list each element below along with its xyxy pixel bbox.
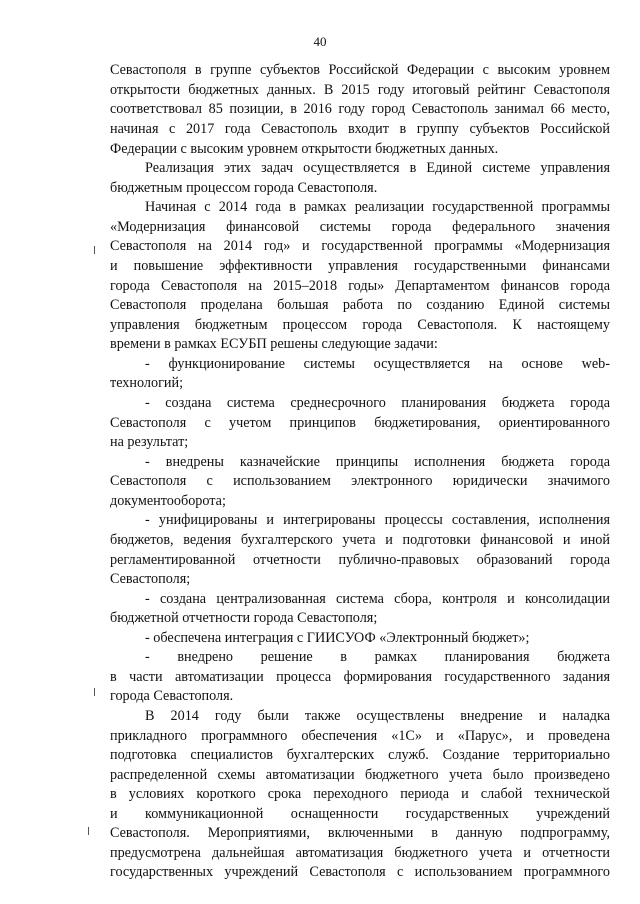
text-line: распределенной схемы автоматизации бюджетного учета было произведено [110,767,610,783]
text-line: управления бюджетным процессом города Севастополя. К настоящему [110,317,610,333]
text-line: технологий; [110,375,184,391]
scan-margin-mark [94,246,95,254]
page-number: 40 [313,34,327,49]
text-line: и повышение эффективности управления государственными финансами [110,258,610,274]
text-line: времени в рамках ЕСУБП решены следующие задачи: [110,336,438,352]
text-line: на результат; [110,434,189,450]
text-line: начиная с 2017 года Севастополь входит в группу субъектов Российской [110,121,610,137]
text-line: Севастополя проделана большая работа по созданию Единой системы [110,297,610,313]
text-line: «Модернизация финансовой системы города федерального значения [110,219,610,235]
text-line: - функционирование системы осуществляется на основе web- [145,356,610,372]
text-line: прикладного программного обеспечения «1С» и «Парус», и проведена [110,728,610,744]
text-line: регламентированной отчетности публично-правовых образований города [110,552,610,568]
text-line: бюджетным процессом города Севастополя. [110,180,378,196]
text-line: В 2014 году были также осуществлены внедрение и наладка [145,708,610,724]
text-line: города Севастополя на 2015–2018 годы» Департаментом финансов города [110,278,610,294]
text-line: Севастополя с учетом принципов бюджетирования, ориентированного [110,415,610,431]
text-line: - внедрено решение в рамках планирования бюджета [145,649,610,665]
text-line: соответствовал 85 позиции, в 2016 году город Севастополь занимал 66 место, [110,101,610,117]
text-line: и коммуникационной оснащенности государственных учреждений [110,806,610,822]
text-line: Севастополя в группе субъектов Российской Федерации с высоким уровнем [110,62,610,78]
text-line: в части автоматизации процесса формирования государственного задания [110,669,610,685]
text-line: Реализация этих задач осуществляется в Единой системе управления [145,160,610,176]
text-line: Начиная с 2014 года в рамках реализации государственной программы [145,199,610,215]
text-line: - внедрены казначейские принципы исполнения бюджета города [145,454,610,470]
text-line: бюджетов, ведения бухгалтерского учета и подготовки финансовой и иной [110,532,610,548]
text-line: в условиях короткого срока переходного периода и слабой технической [110,786,610,802]
scan-margin-mark [88,827,89,835]
text-line: - обеспечена интеграция с ГИИСУОФ «Электронный бюджет»; [145,630,530,646]
text-line: открытости бюджетных данных. В 2015 году итоговый рейтинг Севастополя [110,82,610,98]
text-line: бюджетной отчетности города Севастополя; [110,610,378,626]
text-line: Севастополя на 2014 год» и государственной программы «Модернизация [110,238,610,254]
text-line: документооборота; [110,493,226,509]
text-line: - создана централизованная система сбора, контроля и консолидации [145,591,610,607]
text-line: Севастополя с использованием электронного юридически значимого [110,473,610,489]
text-line: Федерации с высоким уровнем открытости бюджетных данных. [110,141,499,157]
text-line: государственных учреждений Севастополя с использованием программного [110,864,610,880]
text-line: Севастополя; [110,571,191,587]
text-line: Севастополя. Мероприятиями, включенными в данную подпрограмму, [110,825,610,841]
text-line: - создана система среднесрочного планирования бюджета города [145,395,610,411]
text-line: - унифицированы и интегрированы процессы составления, исполнения [145,512,610,528]
text-line: подготовка специалистов бухгалтерских служб. Создание территориально [110,747,610,763]
scan-margin-mark [94,688,95,696]
text-line: предусмотрена дальнейшая автоматизация бюджетного учета и отчетности [110,845,610,861]
text-line: города Севастополя. [110,688,234,704]
